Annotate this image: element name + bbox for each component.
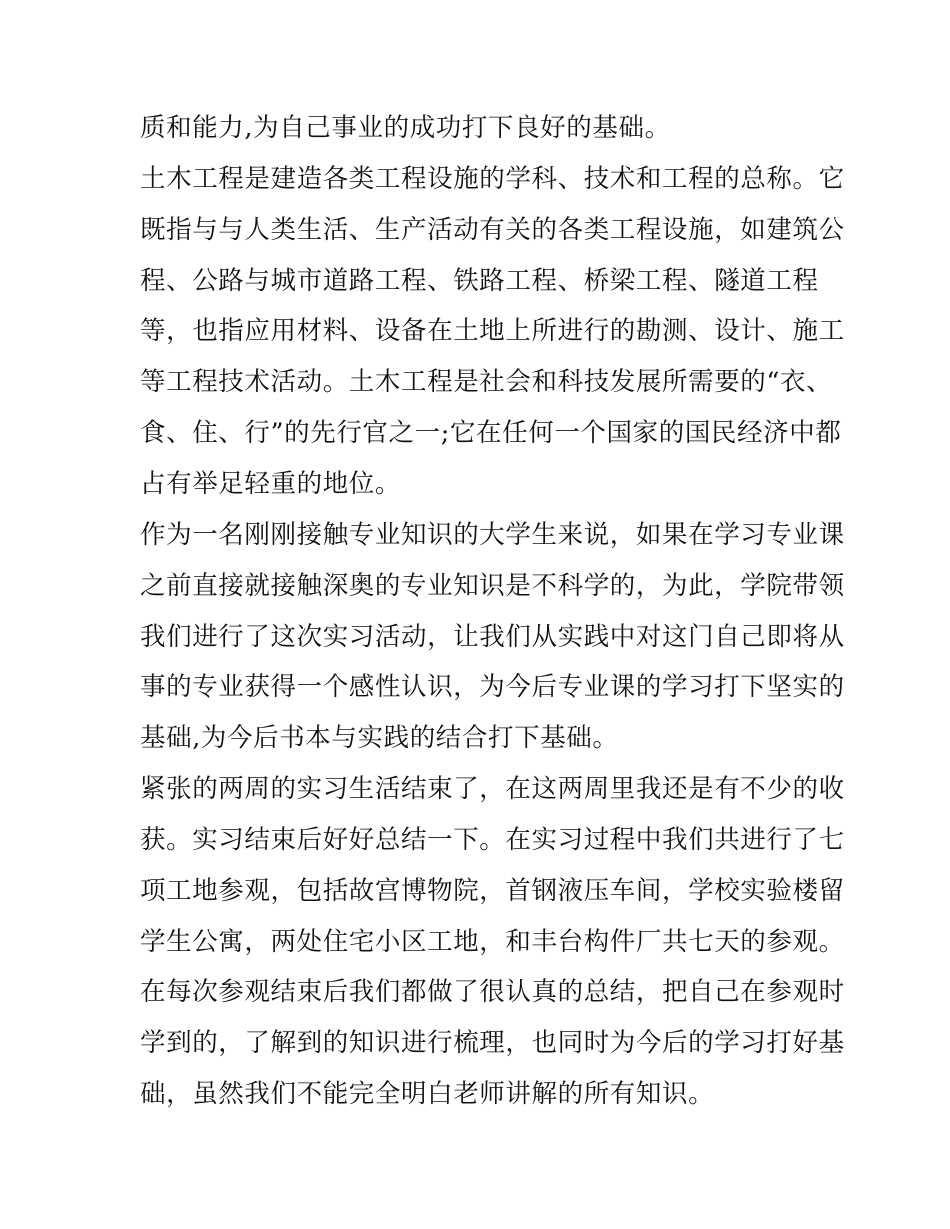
text-line: 获。实习结束后好好总结一下。在实习过程中我们共进行了七 bbox=[140, 824, 845, 855]
text-line: 项工地参观，包括故宫博物院，首钢液压车间，学校实验楼留 bbox=[140, 875, 845, 906]
text-line: 础，虽然我们不能完全明白老师讲解的所有知识。 bbox=[140, 1079, 715, 1110]
text-line: 土木工程是建造各类工程设施的学科、技术和工程的总称。它 bbox=[140, 163, 845, 194]
text-line: 我们进行了这次实习活动，让我们从实践中对这门自己即将从 bbox=[140, 621, 845, 652]
text-line: 事的专业获得一个感性认识，为今后专业课的学习打下坚实的 bbox=[140, 672, 845, 703]
text-line: 程、公路与城市道路工程、铁路工程、桥梁工程、隧道工程 bbox=[140, 265, 819, 296]
text-line: 学到的，了解到的知识进行梳理，也同时为今后的学习打好基 bbox=[140, 1028, 845, 1059]
text-line: 基础,为今后书本与实践的结合打下基础。 bbox=[140, 723, 619, 754]
text-line: 既指与与人类生活、生产活动有关的各类工程设施，如建筑公 bbox=[140, 214, 845, 245]
text-line: 等工程技术活动。土木工程是社会和科技发展所需要的“衣、 bbox=[140, 367, 833, 398]
text-line: 学生公寓，两处住宅小区工地，和丰台构件厂共七天的参观。 bbox=[140, 926, 845, 957]
text-line: 食、住、行”的先行官之一;它在任何一个国家的国民经济中都 bbox=[140, 418, 842, 449]
text-line: 在每次参观结束后我们都做了很认真的总结，把自己在参观时 bbox=[140, 977, 845, 1008]
text-line: 之前直接就接触深奥的专业知识是不科学的，为此，学院带领 bbox=[140, 570, 845, 601]
text-line: 质和能力,为自己事业的成功打下良好的基础。 bbox=[140, 113, 671, 143]
text-line: 作为一名刚刚接触专业知识的大学生来说，如果在学习专业课 bbox=[140, 519, 845, 550]
text-line: 占有举足轻重的地位。 bbox=[140, 468, 402, 499]
text-line: 等，也指应用材料、设备在土地上所进行的勘测、设计、施工 bbox=[140, 316, 845, 347]
text-line: 紧张的两周的实习生活结束了，在这两周里我还是有不少的收 bbox=[140, 774, 845, 805]
